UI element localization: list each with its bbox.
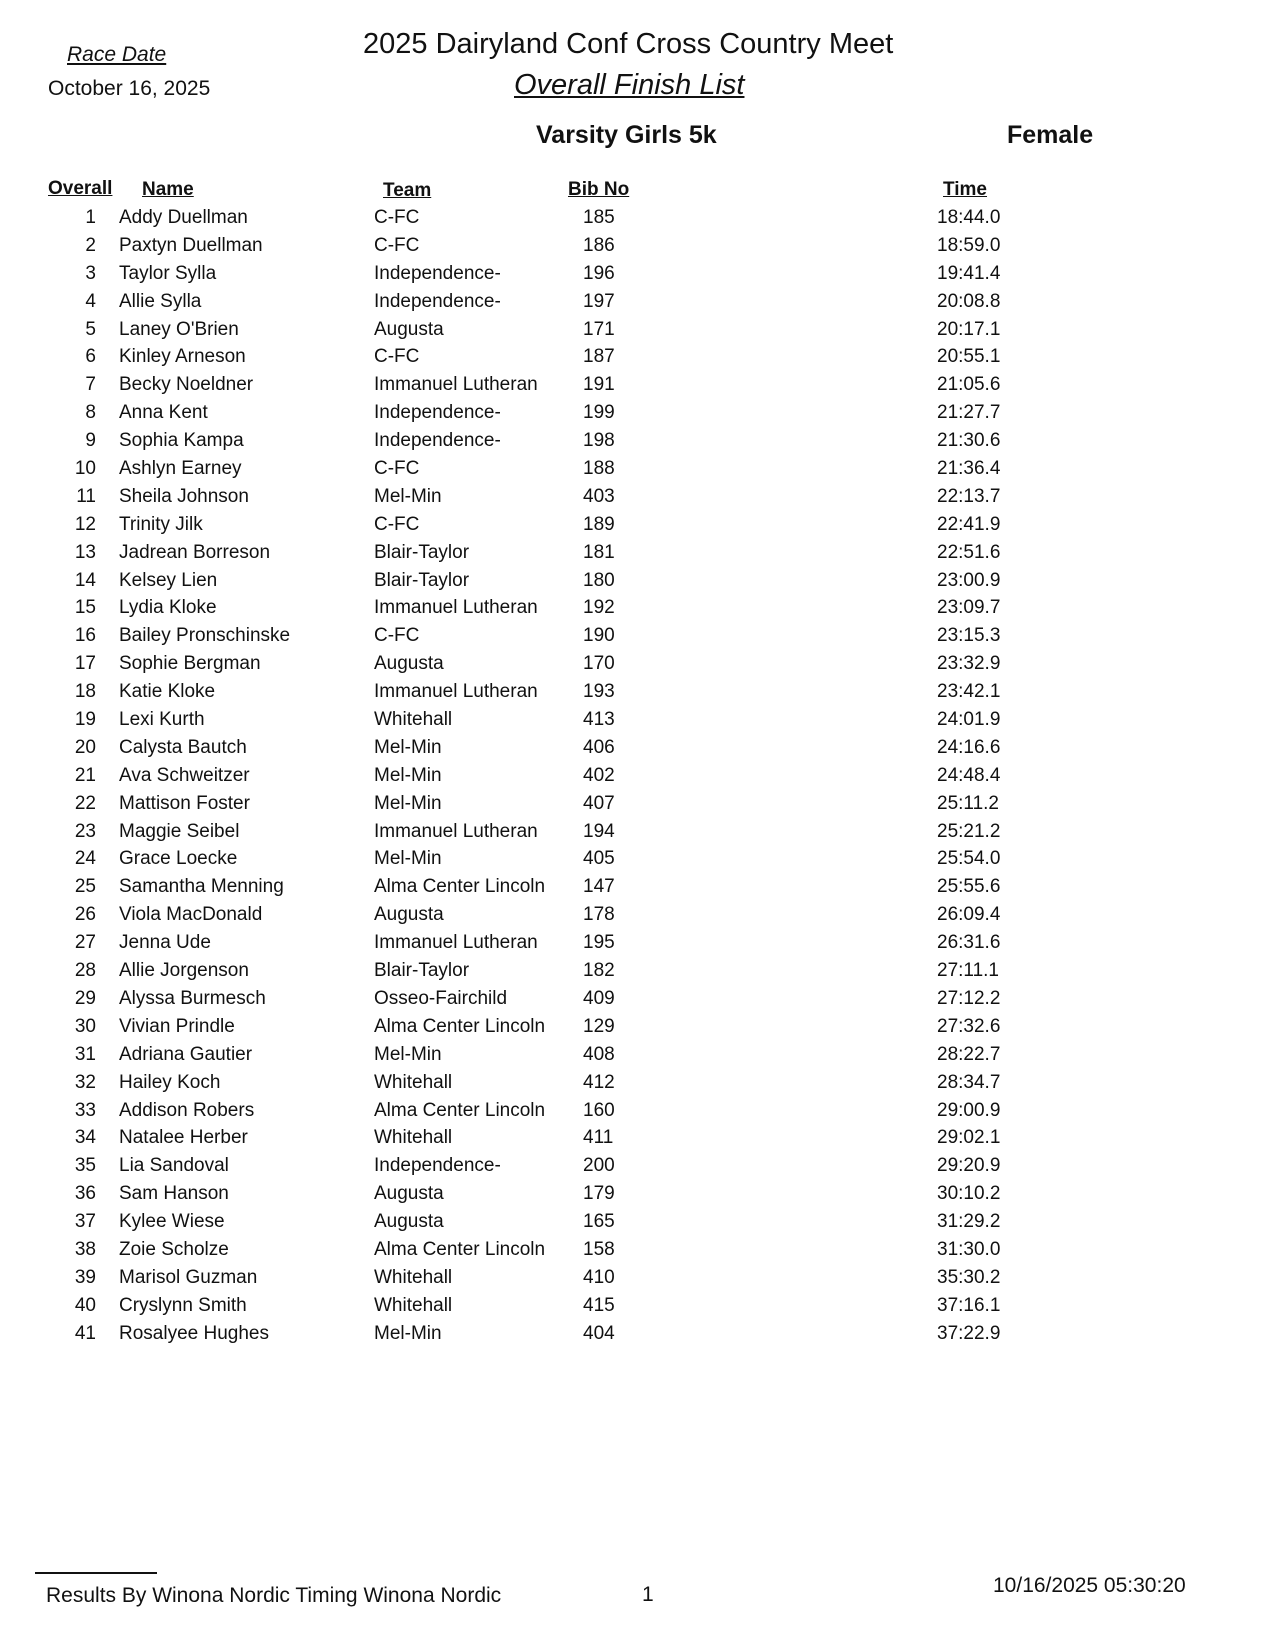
result-bib: 195 bbox=[583, 932, 615, 954]
result-time: 28:34.7 bbox=[937, 1071, 1001, 1093]
table-row bbox=[0, 1264, 1265, 1292]
result-name: Adriana Gautier bbox=[119, 1043, 253, 1065]
result-time: 21:36.4 bbox=[937, 458, 1001, 480]
result-place: 24 bbox=[74, 848, 96, 870]
column-header-name: Name bbox=[142, 179, 194, 200]
table-row bbox=[0, 1069, 1265, 1097]
result-bib: 192 bbox=[583, 597, 615, 619]
result-time: 27:12.2 bbox=[937, 987, 1001, 1009]
result-time: 23:09.7 bbox=[937, 597, 1001, 619]
result-place: 33 bbox=[74, 1099, 96, 1121]
result-bib: 191 bbox=[583, 374, 615, 396]
race-date: October 16, 2025 bbox=[48, 77, 211, 100]
result-time: 31:29.2 bbox=[937, 1211, 1001, 1233]
result-team: Mel-Min bbox=[374, 792, 442, 814]
result-team: Augusta bbox=[374, 653, 444, 675]
result-time: 31:30.0 bbox=[937, 1238, 1001, 1260]
table-row bbox=[0, 1180, 1265, 1208]
result-time: 29:20.9 bbox=[937, 1155, 1001, 1177]
result-bib: 171 bbox=[583, 318, 615, 340]
table-row bbox=[0, 1124, 1265, 1152]
result-bib: 189 bbox=[583, 513, 615, 535]
result-bib: 413 bbox=[583, 709, 615, 731]
page-title: 2025 Dairyland Conf Cross Country Meet bbox=[363, 28, 894, 60]
table-row bbox=[0, 706, 1265, 734]
result-name: Taylor Sylla bbox=[119, 262, 217, 284]
result-place: 18 bbox=[74, 681, 96, 703]
result-team: Mel-Min bbox=[374, 485, 442, 507]
result-team: Osseo-Fairchild bbox=[374, 987, 508, 1009]
result-bib: 160 bbox=[583, 1099, 615, 1121]
result-place: 31 bbox=[74, 1043, 96, 1065]
result-team: Mel-Min bbox=[374, 1043, 442, 1065]
result-time: 29:00.9 bbox=[937, 1099, 1001, 1121]
result-time: 23:00.9 bbox=[937, 569, 1001, 591]
table-row bbox=[0, 762, 1265, 790]
table-row bbox=[0, 650, 1265, 678]
result-team: Whitehall bbox=[374, 1071, 453, 1093]
result-time: 30:10.2 bbox=[937, 1183, 1001, 1205]
result-name: Kelsey Lien bbox=[119, 569, 218, 591]
gender-label: Female bbox=[1007, 121, 1094, 149]
result-name: Addison Robers bbox=[119, 1099, 255, 1121]
table-row bbox=[0, 483, 1265, 511]
result-place: 3 bbox=[85, 262, 96, 284]
result-place: 25 bbox=[74, 876, 96, 898]
result-time: 20:55.1 bbox=[937, 346, 1001, 368]
table-row bbox=[0, 1236, 1265, 1264]
result-bib: 185 bbox=[583, 207, 615, 228]
result-place: 34 bbox=[74, 1127, 96, 1149]
table-row bbox=[0, 1013, 1265, 1041]
result-team: Blair-Taylor bbox=[374, 960, 470, 982]
table-row bbox=[0, 427, 1265, 455]
result-bib: 406 bbox=[583, 736, 615, 758]
results-table bbox=[0, 204, 1265, 1348]
result-time: 20:08.8 bbox=[937, 290, 1001, 312]
result-time: 27:32.6 bbox=[937, 1015, 1001, 1037]
table-row bbox=[0, 399, 1265, 427]
table-row bbox=[0, 1152, 1265, 1180]
result-team: C-FC bbox=[374, 234, 420, 256]
result-bib: 198 bbox=[583, 430, 615, 452]
result-team: Whitehall bbox=[374, 709, 453, 731]
column-header-overall: Overall bbox=[48, 178, 113, 199]
result-bib: 170 bbox=[583, 653, 615, 675]
result-place: 9 bbox=[85, 430, 96, 452]
result-name: Lia Sandoval bbox=[119, 1155, 229, 1177]
table-row bbox=[0, 1320, 1265, 1348]
result-time: 29:02.1 bbox=[937, 1127, 1001, 1149]
result-place: 14 bbox=[74, 569, 96, 591]
result-bib: 415 bbox=[583, 1294, 615, 1316]
table-row bbox=[0, 316, 1265, 344]
result-time: 26:31.6 bbox=[937, 932, 1001, 954]
result-place: 6 bbox=[85, 346, 96, 368]
result-time: 25:54.0 bbox=[937, 848, 1001, 870]
result-bib: 193 bbox=[583, 681, 615, 703]
result-place: 15 bbox=[74, 597, 96, 619]
table-row bbox=[0, 985, 1265, 1013]
result-bib: 179 bbox=[583, 1183, 615, 1205]
result-team: Augusta bbox=[374, 1183, 444, 1205]
result-team: Mel-Min bbox=[374, 1322, 442, 1344]
result-name: Samantha Menning bbox=[119, 876, 284, 898]
result-name: Vivian Prindle bbox=[119, 1015, 235, 1037]
result-bib: 147 bbox=[583, 876, 615, 898]
result-name: Calysta Bautch bbox=[119, 736, 247, 758]
result-name: Maggie Seibel bbox=[119, 820, 240, 842]
footer-divider bbox=[35, 1572, 157, 1574]
table-row bbox=[0, 678, 1265, 706]
result-name: Allie Jorgenson bbox=[119, 960, 249, 982]
result-team: C-FC bbox=[374, 458, 420, 480]
page-number: 1 bbox=[642, 1583, 654, 1606]
table-row bbox=[0, 818, 1265, 846]
result-bib: 165 bbox=[583, 1211, 615, 1233]
result-name: Paxtyn Duellman bbox=[119, 234, 263, 256]
result-team: Whitehall bbox=[374, 1127, 453, 1149]
result-place: 27 bbox=[74, 932, 96, 954]
result-bib: 199 bbox=[583, 402, 615, 424]
table-row bbox=[0, 1208, 1265, 1236]
result-team: C-FC bbox=[374, 513, 420, 535]
result-name: Grace Loecke bbox=[119, 848, 238, 870]
table-row bbox=[0, 734, 1265, 762]
result-place: 4 bbox=[85, 290, 96, 312]
result-team: Alma Center Lincoln bbox=[374, 876, 546, 898]
result-name: Allie Sylla bbox=[119, 290, 202, 312]
result-place: 23 bbox=[74, 820, 96, 842]
result-name: Jenna Ude bbox=[119, 932, 211, 954]
result-team: Alma Center Lincoln bbox=[374, 1015, 546, 1037]
result-name: Becky Noeldner bbox=[119, 374, 254, 396]
footer-credit: Results By Winona Nordic Timing Winona Nordic bbox=[46, 1584, 502, 1607]
result-name: Viola MacDonald bbox=[119, 904, 263, 926]
result-place: 12 bbox=[74, 513, 96, 535]
result-team: Mel-Min bbox=[374, 736, 442, 758]
result-place: 38 bbox=[74, 1238, 96, 1260]
result-bib: 405 bbox=[583, 848, 615, 870]
result-bib: 411 bbox=[583, 1127, 614, 1149]
table-row bbox=[0, 567, 1265, 595]
result-place: 5 bbox=[85, 318, 96, 340]
table-row bbox=[0, 594, 1265, 622]
table-row bbox=[0, 622, 1265, 650]
result-name: Rosalyee Hughes bbox=[119, 1322, 269, 1344]
result-time: 22:41.9 bbox=[937, 513, 1001, 535]
result-bib: 187 bbox=[583, 346, 615, 368]
result-team: Augusta bbox=[374, 904, 444, 926]
result-bib: 178 bbox=[583, 904, 615, 926]
table-row bbox=[0, 845, 1265, 873]
result-time: 21:05.6 bbox=[937, 374, 1001, 396]
result-name: Alyssa Burmesch bbox=[119, 987, 266, 1009]
column-header-time: Time bbox=[943, 179, 988, 200]
result-bib: 182 bbox=[583, 960, 615, 982]
result-team: Blair-Taylor bbox=[374, 541, 470, 563]
result-name: Mattison Foster bbox=[119, 792, 250, 814]
result-place: 29 bbox=[74, 987, 96, 1009]
result-time: 23:32.9 bbox=[937, 653, 1001, 675]
table-row bbox=[0, 901, 1265, 929]
table-row bbox=[0, 455, 1265, 483]
result-place: 22 bbox=[74, 792, 96, 814]
result-time: 27:11.1 bbox=[937, 960, 999, 982]
result-time: 24:01.9 bbox=[937, 709, 1001, 731]
result-place: 28 bbox=[74, 960, 96, 982]
result-time: 19:41.4 bbox=[937, 262, 1001, 284]
race-date-label: Race Date bbox=[67, 43, 167, 66]
result-time: 25:55.6 bbox=[937, 876, 1001, 898]
result-time: 37:16.1 bbox=[937, 1294, 1001, 1316]
result-name: Sophie Bergman bbox=[119, 653, 261, 675]
result-name: Trinity Jilk bbox=[119, 513, 203, 535]
result-bib: 404 bbox=[583, 1322, 615, 1344]
result-bib: 197 bbox=[583, 290, 615, 312]
result-time: 25:11.2 bbox=[937, 792, 999, 814]
result-team: Alma Center Lincoln bbox=[374, 1238, 546, 1260]
result-bib: 407 bbox=[583, 792, 615, 814]
result-name: Katie Kloke bbox=[119, 681, 216, 703]
result-place: 7 bbox=[85, 374, 96, 396]
result-team: Independence- bbox=[374, 262, 501, 284]
result-bib: 408 bbox=[583, 1043, 615, 1065]
result-name: Laney O'Brien bbox=[119, 318, 239, 340]
result-name: Sam Hanson bbox=[119, 1183, 229, 1205]
result-place: 39 bbox=[74, 1266, 96, 1288]
result-place: 11 bbox=[76, 485, 96, 507]
result-bib: 409 bbox=[583, 987, 615, 1009]
result-bib: 190 bbox=[583, 625, 615, 647]
result-time: 24:48.4 bbox=[937, 764, 1001, 786]
result-bib: 194 bbox=[583, 820, 615, 842]
result-name: Marisol Guzman bbox=[119, 1266, 258, 1288]
page-subtitle: Overall Finish List bbox=[514, 69, 745, 101]
result-time: 21:27.7 bbox=[937, 402, 1001, 424]
result-name: Sheila Johnson bbox=[119, 485, 249, 507]
result-time: 18:44.0 bbox=[937, 207, 1001, 228]
result-name: Lexi Kurth bbox=[119, 709, 205, 731]
table-row bbox=[0, 1292, 1265, 1320]
result-team: Immanuel Lutheran bbox=[374, 681, 538, 703]
result-place: 30 bbox=[74, 1015, 96, 1037]
result-name: Kinley Arneson bbox=[119, 346, 246, 368]
result-place: 16 bbox=[74, 625, 96, 647]
result-name: Anna Kent bbox=[119, 402, 208, 424]
table-row bbox=[0, 343, 1265, 371]
result-team: C-FC bbox=[374, 346, 420, 368]
result-team: Alma Center Lincoln bbox=[374, 1099, 546, 1121]
result-team: Immanuel Lutheran bbox=[374, 932, 538, 954]
result-name: Hailey Koch bbox=[119, 1071, 221, 1093]
result-name: Natalee Herber bbox=[119, 1127, 248, 1149]
result-team: Independence- bbox=[374, 430, 501, 452]
result-name: Bailey Pronschinske bbox=[119, 625, 291, 647]
table-row bbox=[0, 1097, 1265, 1125]
result-place: 13 bbox=[74, 541, 96, 563]
result-name: Zoie Scholze bbox=[119, 1238, 229, 1260]
result-place: 20 bbox=[74, 736, 96, 758]
result-name: Kylee Wiese bbox=[119, 1211, 225, 1233]
result-bib: 412 bbox=[583, 1071, 615, 1093]
result-place: 10 bbox=[74, 458, 96, 480]
result-bib: 200 bbox=[583, 1155, 615, 1177]
result-bib: 129 bbox=[583, 1015, 615, 1037]
table-row bbox=[0, 204, 1265, 232]
column-header-bib: Bib No bbox=[568, 179, 630, 200]
result-place: 21 bbox=[74, 764, 96, 786]
result-team: Immanuel Lutheran bbox=[374, 820, 538, 842]
result-team: Independence- bbox=[374, 290, 501, 312]
result-team: Mel-Min bbox=[374, 848, 442, 870]
result-team: Augusta bbox=[374, 318, 444, 340]
result-time: 28:22.7 bbox=[937, 1043, 1001, 1065]
table-row bbox=[0, 511, 1265, 539]
table-row bbox=[0, 371, 1265, 399]
result-bib: 196 bbox=[583, 262, 615, 284]
result-time: 24:16.6 bbox=[937, 736, 1001, 758]
table-row bbox=[0, 929, 1265, 957]
result-time: 21:30.6 bbox=[937, 430, 1001, 452]
result-place: 17 bbox=[74, 653, 96, 675]
table-row bbox=[0, 790, 1265, 818]
table-row bbox=[0, 957, 1265, 985]
result-bib: 186 bbox=[583, 234, 615, 256]
result-name: Sophia Kampa bbox=[119, 430, 244, 452]
result-name: Cryslynn Smith bbox=[119, 1294, 247, 1316]
result-place: 41 bbox=[74, 1322, 96, 1344]
result-team: Immanuel Lutheran bbox=[374, 374, 538, 396]
result-team: Mel-Min bbox=[374, 764, 442, 786]
table-row bbox=[0, 539, 1265, 567]
result-place: 26 bbox=[74, 904, 96, 926]
result-name: Ashlyn Earney bbox=[119, 458, 242, 480]
result-place: 1 bbox=[85, 207, 96, 228]
result-team: Independence- bbox=[374, 1155, 501, 1177]
table-row bbox=[0, 260, 1265, 288]
result-time: 18:59.0 bbox=[937, 234, 1001, 256]
result-place: 36 bbox=[74, 1183, 96, 1205]
result-time: 23:42.1 bbox=[937, 681, 1001, 703]
result-time: 37:22.9 bbox=[937, 1322, 1001, 1344]
result-team: C-FC bbox=[374, 625, 420, 647]
result-place: 35 bbox=[74, 1155, 96, 1177]
result-name: Jadrean Borreson bbox=[119, 541, 271, 563]
result-time: 22:51.6 bbox=[937, 541, 1001, 563]
result-time: 25:21.2 bbox=[937, 820, 1001, 842]
footer-timestamp: 10/16/2025 05:30:20 bbox=[993, 1574, 1186, 1597]
table-row bbox=[0, 232, 1265, 260]
result-name: Lydia Kloke bbox=[119, 597, 217, 619]
result-place: 32 bbox=[74, 1071, 96, 1093]
result-team: Immanuel Lutheran bbox=[374, 597, 538, 619]
result-bib: 410 bbox=[583, 1266, 615, 1288]
result-team: Independence- bbox=[374, 402, 501, 424]
column-header-team: Team bbox=[383, 180, 432, 201]
race-name: Varsity Girls 5k bbox=[536, 121, 717, 149]
result-bib: 188 bbox=[583, 458, 615, 480]
result-time: 22:13.7 bbox=[937, 485, 1001, 507]
result-place: 2 bbox=[85, 234, 96, 256]
result-place: 8 bbox=[85, 402, 96, 424]
result-team: Whitehall bbox=[374, 1294, 453, 1316]
result-team: Blair-Taylor bbox=[374, 569, 470, 591]
table-row bbox=[0, 1041, 1265, 1069]
table-row bbox=[0, 288, 1265, 316]
result-time: 23:15.3 bbox=[937, 625, 1001, 647]
result-bib: 403 bbox=[583, 485, 615, 507]
result-bib: 402 bbox=[583, 764, 615, 786]
result-bib: 158 bbox=[583, 1238, 615, 1260]
result-bib: 180 bbox=[583, 569, 615, 591]
result-place: 19 bbox=[74, 709, 96, 731]
result-place: 37 bbox=[74, 1211, 96, 1233]
result-team: C-FC bbox=[374, 207, 420, 228]
result-name: Ava Schweitzer bbox=[119, 764, 250, 786]
result-team: Augusta bbox=[374, 1211, 444, 1233]
result-place: 40 bbox=[74, 1294, 96, 1316]
result-name: Addy Duellman bbox=[119, 207, 248, 228]
result-bib: 181 bbox=[583, 541, 615, 563]
result-time: 20:17.1 bbox=[937, 318, 1001, 340]
result-time: 26:09.4 bbox=[937, 904, 1001, 926]
result-time: 35:30.2 bbox=[937, 1266, 1001, 1288]
table-row bbox=[0, 873, 1265, 901]
result-team: Whitehall bbox=[374, 1266, 453, 1288]
